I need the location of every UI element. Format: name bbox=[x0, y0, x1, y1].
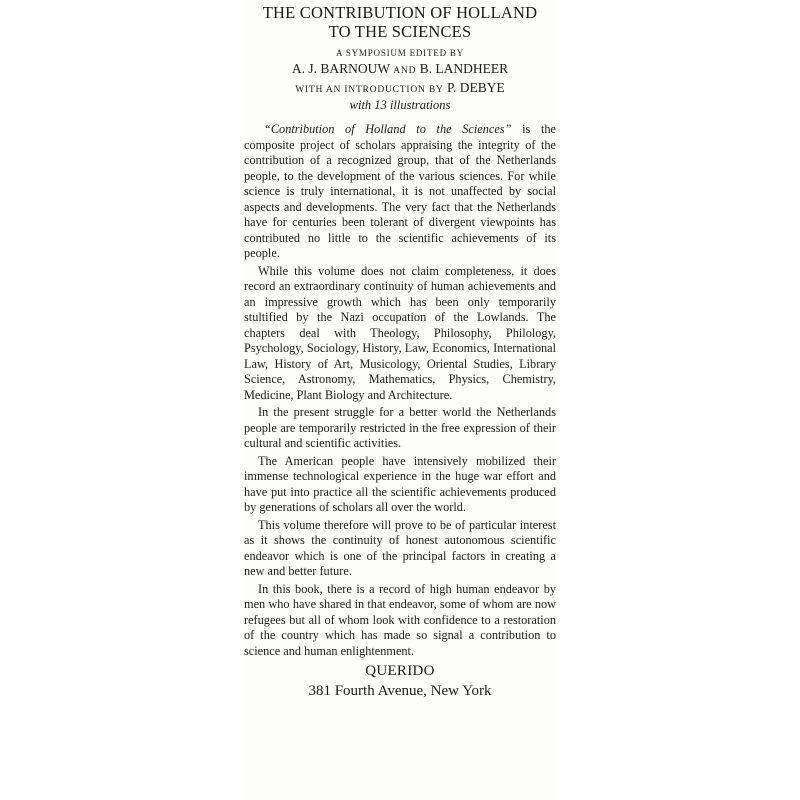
description-body bbox=[244, 122, 556, 659]
introduction-line bbox=[244, 80, 556, 98]
editor-2: B. LANDHEER bbox=[419, 61, 509, 76]
book-advertisement bbox=[244, 0, 556, 800]
quoted-title: “Contribution of Holland to the Sciences” bbox=[264, 122, 512, 136]
paragraph-2: While this volume does not claim completeness, it does record an extraordinary continuity of human achievements and an impressive growth which has been only temporarily stultified by the Nazi occupation of the Lowlands. The chapters deal with Theology, Philosophy, Philology, Psychology, Sociology, History, Law, Economics, International Law, History of Art, Musicology, Oriental Studies, Library Science, Astronomy, Mathematics, Physics, Chemistry, Medicine, Plant Biology and Architecture. bbox=[244, 263, 556, 402]
paragraph-4: The American people have intensively mobilized their immense technological experience in the huge war effort and have put into practice all the scientific achievements produced by generations of scholars all over the world. bbox=[244, 453, 556, 514]
title-line-1: THE CONTRIBUTION OF HOLLAND bbox=[262, 3, 538, 22]
paragraph-6: In this book, there is a record of high human endeavor by men who have shared in that endeavor, some of whom are now refugees but all of whom look with confidence to a restoration of the country which has made so signal a contribution to science and human enlightenment. bbox=[244, 581, 556, 658]
and-word: AND bbox=[393, 66, 417, 76]
editors-line bbox=[244, 60, 556, 80]
paragraph-1 bbox=[244, 122, 556, 262]
illustrations-line: with 13 illustrations bbox=[349, 98, 451, 112]
publisher-name: QUERIDO bbox=[365, 663, 435, 679]
book-title bbox=[244, 3, 556, 41]
title-line-2: TO THE SCIENCES bbox=[328, 22, 472, 41]
intro-prefix: WITH AN INTRODUCTION BY bbox=[295, 85, 444, 95]
paragraph-3: In the present struggle for a better world the Netherlands people are temporarily restricted in the free expression of their cultural and scientific activities. bbox=[244, 405, 556, 450]
paragraph-1-text: is the composite project of scholars appraising the integrity of the contribution of a recognized group, that of the Netherlands people, to the development of the various sciences. For while science is truly international, it is not unaffected by social aspects and developments. The very fact that the Netherlands have for centuries been tolerant of divergent viewpoints has contributed no little to the scientific achievements of its people. bbox=[244, 122, 557, 260]
symposium-line: A SYMPOSIUM EDITED BY bbox=[335, 48, 465, 58]
paragraph-5: This volume therefore will prove to be of particular interest as it shows the continuity of honest autonomous scientific endeavor which is one of the principal factors in creating a new and better future. bbox=[244, 517, 556, 578]
intro-name: P. DEBYE bbox=[447, 80, 505, 95]
editor-1: A. J. BARNOUW bbox=[291, 61, 390, 76]
publisher-address: 381 Fourth Avenue, New York bbox=[308, 683, 492, 699]
